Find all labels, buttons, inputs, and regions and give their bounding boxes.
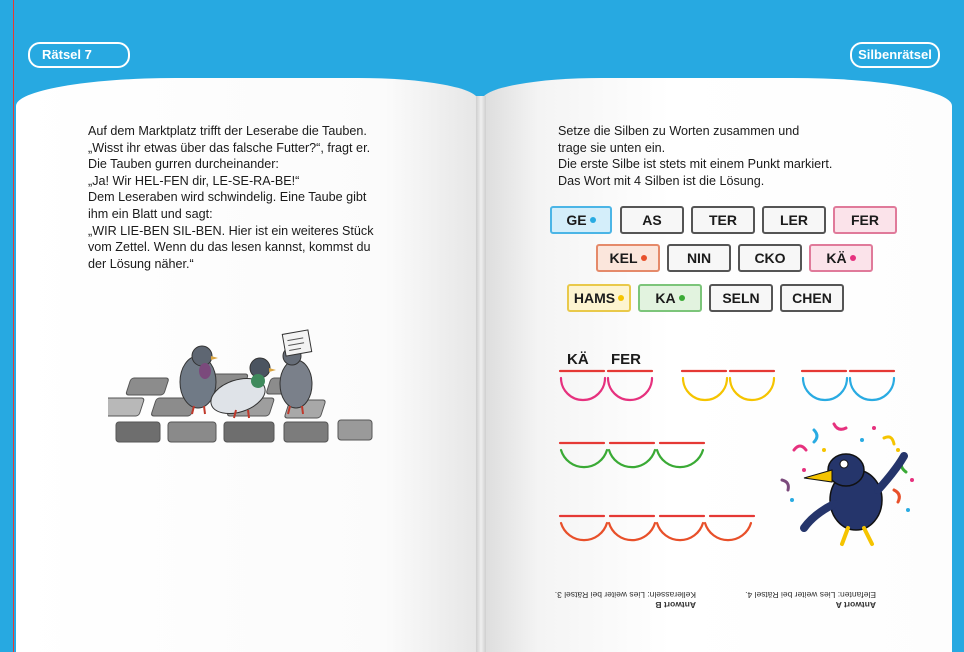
syllable-tile[interactable] <box>738 244 802 272</box>
word-slot-orange[interactable] <box>560 516 754 540</box>
riddle-number-tab: Rätsel 7 <box>28 42 130 68</box>
start-dot-icon <box>850 255 856 261</box>
answer-a-title: Antwort A <box>835 600 876 610</box>
word-slot-green[interactable] <box>560 443 704 467</box>
story-line: Auf dem Marktplatz trifft der Leserabe die Tauben. <box>88 124 367 138</box>
syllable-tile[interactable] <box>780 284 844 312</box>
syllable-tile[interactable] <box>567 284 631 312</box>
riddle-type-tab: Silbenrätsel <box>850 42 940 68</box>
paper-note-icon <box>282 330 311 356</box>
story-line: „WIR LIE-BEN SIL-BEN. Hier ist ein weiteres Stück <box>88 223 374 238</box>
syllable-tile[interactable] <box>809 244 873 272</box>
instruction-line: trage sie unten ein. <box>558 140 666 155</box>
start-dot-icon <box>590 217 596 223</box>
tile-text: NIN <box>686 250 712 266</box>
story-line: „Wisst ihr etwas über das falsche Futter?“, fragt er. <box>88 140 371 155</box>
tile-text: HAMS <box>573 290 616 306</box>
start-dot-icon <box>641 255 647 261</box>
answer-b-text: Kellerasseln: Lies weiter bei Rätsel 3. <box>554 590 696 600</box>
story-line: Die Tauben gurren durcheinander: <box>88 157 279 172</box>
syllable-tile[interactable] <box>638 284 702 312</box>
tile-text: CKO <box>754 250 786 266</box>
syllable-tile[interactable] <box>762 206 826 234</box>
tile-text: TER <box>709 212 737 228</box>
tile-text: GE <box>566 212 587 228</box>
word-slot-red[interactable] <box>560 371 652 400</box>
instruction-line: Das Wort mit 4 Silben ist die Lösung. <box>558 173 765 188</box>
tile-text: CHEN <box>792 290 832 306</box>
story-line: vom Zettel. Wenn du das lesen kannst, kommst du <box>88 240 371 255</box>
syllable-tile[interactable] <box>667 244 731 272</box>
answer-b-title: Antwort B <box>655 600 696 610</box>
tile-text: KÄ <box>826 250 847 266</box>
answer-a <box>736 590 876 610</box>
story-line: der Lösung näher.“ <box>88 256 194 271</box>
instruction-line: Setze die Silben zu Worten zusammen und <box>558 124 800 138</box>
example-syllable-1: KÄ <box>567 351 589 368</box>
page-edge-line <box>13 0 14 652</box>
book-gutter <box>476 96 486 652</box>
start-dot-icon <box>679 295 685 301</box>
instructions-text <box>558 123 868 189</box>
answer-b <box>538 590 696 610</box>
tile-text: KEL <box>609 250 638 266</box>
tile-text: FER <box>851 212 879 228</box>
pigeons-on-cobblestones-illustration <box>108 326 378 452</box>
story-line: „Ja! Wir HEL-FEN dir, LE-SE-RA-BE!“ <box>88 173 300 188</box>
tile-text: KA <box>655 290 676 306</box>
syllable-tile[interactable] <box>550 206 612 234</box>
word-slot-blue[interactable] <box>802 371 894 400</box>
answer-a-text: Elefanten: Lies weiter bei Rätsel 4. <box>745 590 876 600</box>
syllable-tile[interactable] <box>691 206 755 234</box>
syllable-tile[interactable] <box>596 244 660 272</box>
syllable-tile[interactable] <box>833 206 897 234</box>
tile-text: LER <box>780 212 808 228</box>
celebrating-raven-illustration <box>774 420 922 552</box>
syllable-tile[interactable] <box>620 206 684 234</box>
tile-text: SELN <box>722 290 760 306</box>
example-syllable-2: FER <box>611 351 641 368</box>
story-line: ihm ein Blatt und sagt: <box>88 206 213 221</box>
tile-text: AS <box>642 212 662 228</box>
story-line: Dem Leseraben wird schwindelig. Eine Taube gibt <box>88 190 367 205</box>
start-dot-icon <box>618 295 624 301</box>
word-slot-yellow[interactable] <box>682 371 774 400</box>
instruction-line: Die erste Silbe ist stets mit einem Punkt markiert. <box>558 157 833 172</box>
syllable-tile[interactable] <box>709 284 773 312</box>
story-text <box>88 123 398 272</box>
